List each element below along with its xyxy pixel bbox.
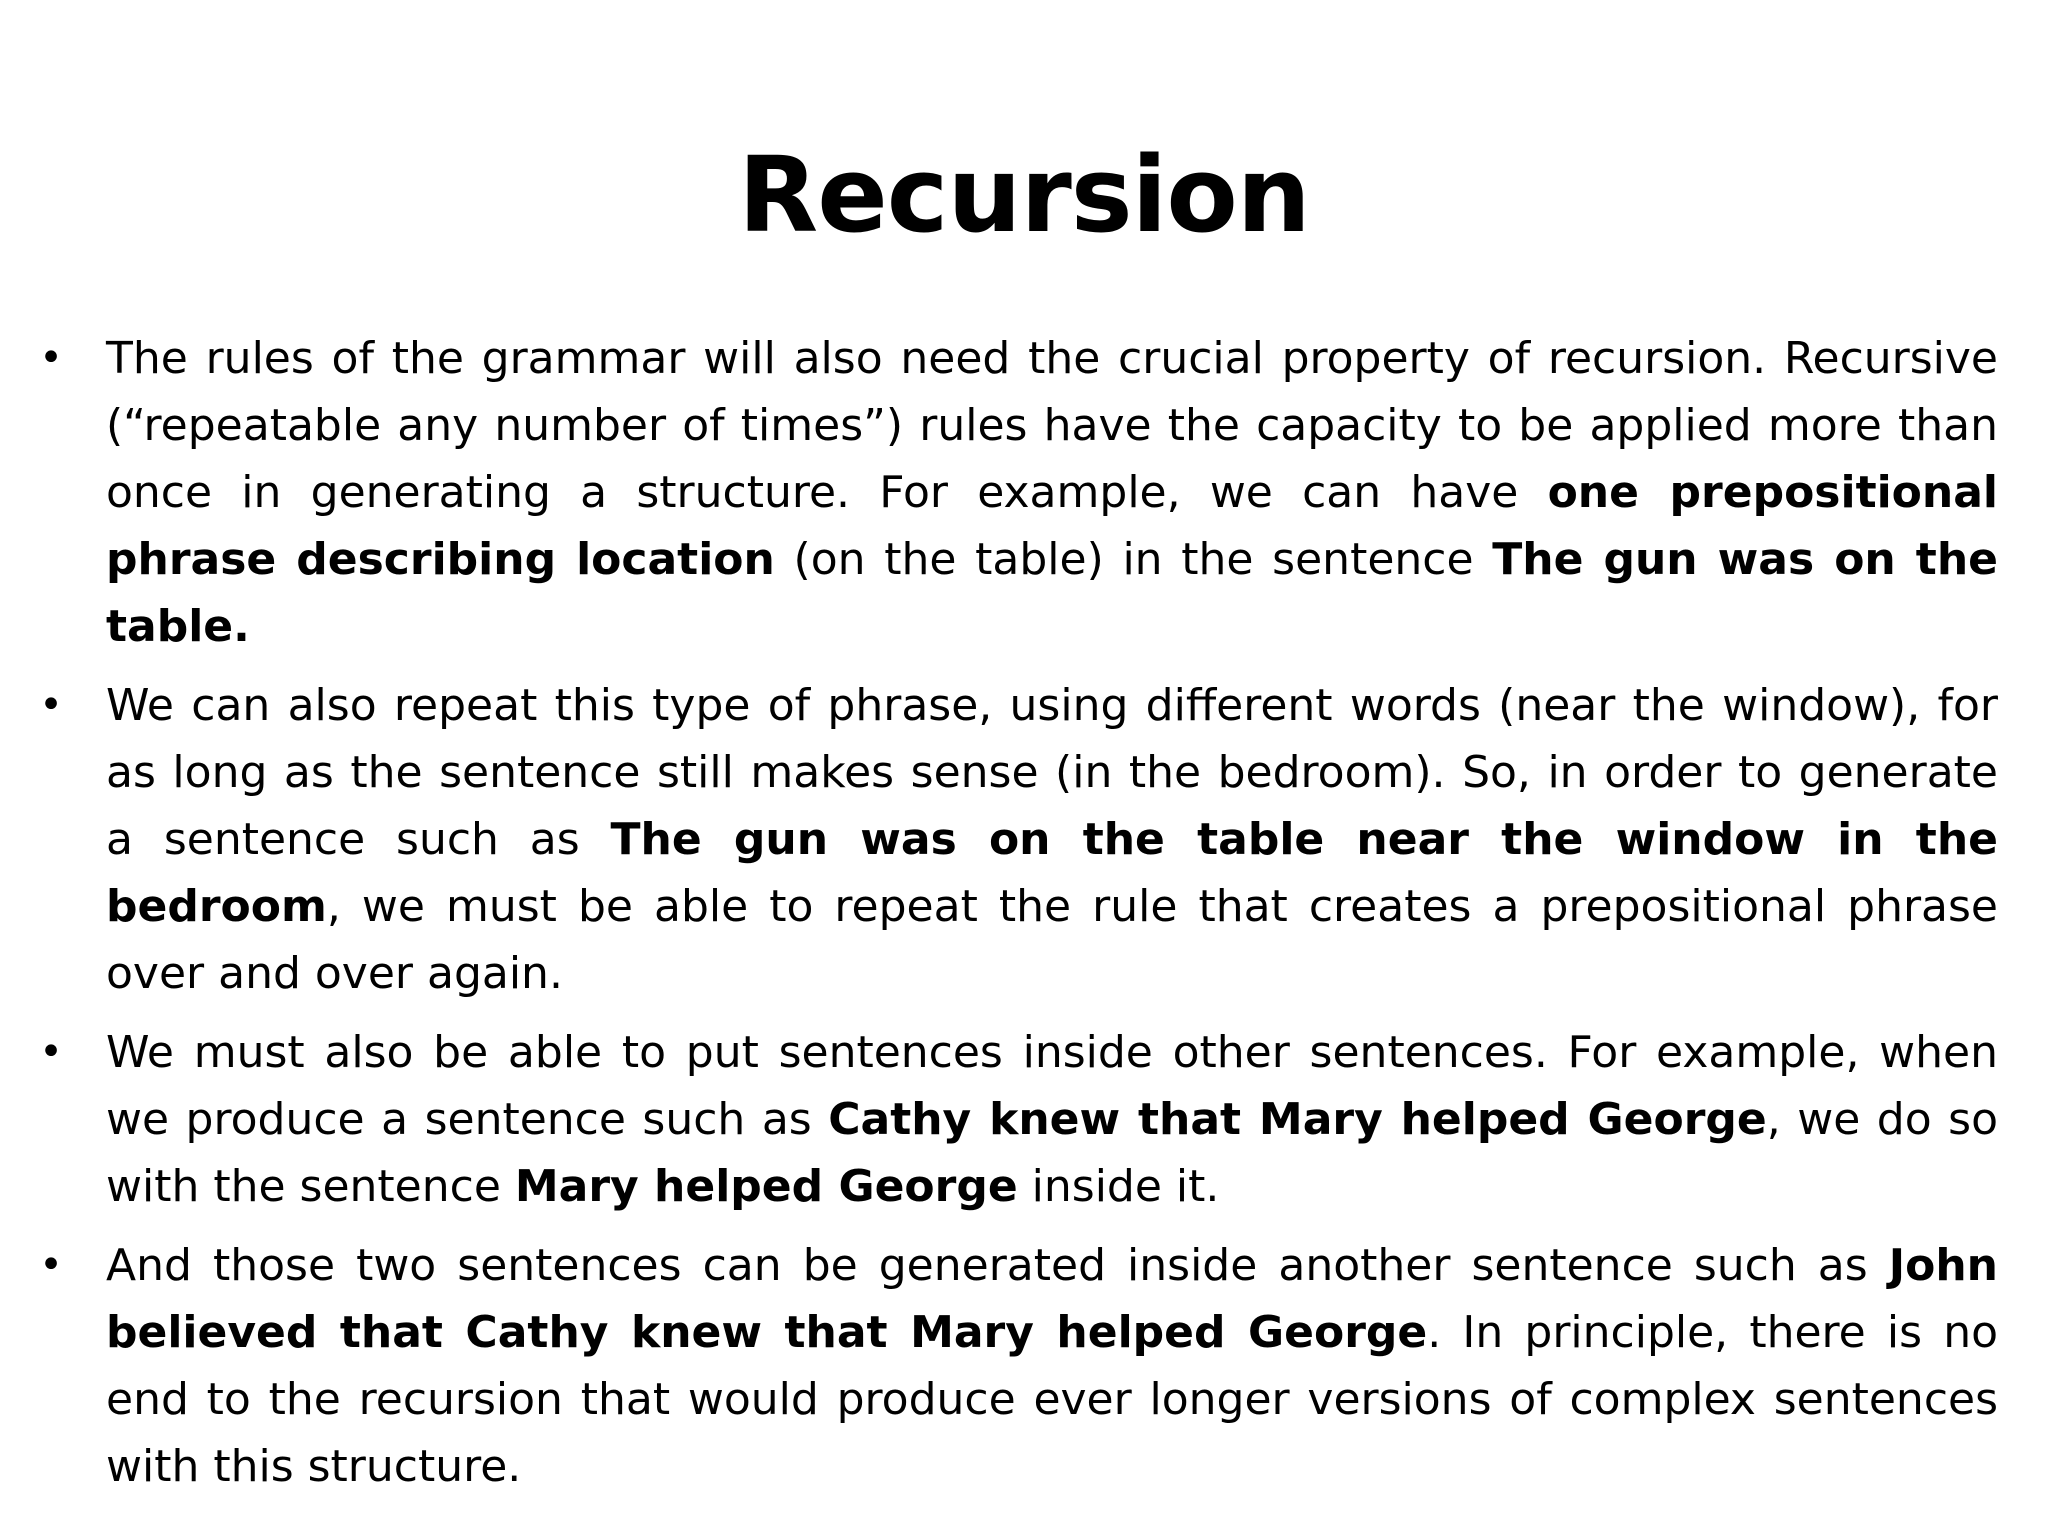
bullet-list [36,325,1998,1512]
bullet-dot-icon: • [39,682,63,728]
text-run: And those two sentences can be generated inside another sentence such as [106,1240,1889,1291]
bold-text-run: Cathy knew that Mary helped George [828,1094,1767,1145]
bullet-dot-icon: • [39,335,63,381]
text-run: , we must be able to repeat the rule that creates a prepositional phrase over and over again. [106,881,1998,999]
bold-text-run: Mary helped George [514,1161,1018,1212]
text-run: The rules of the grammar will also need the crucial property of recursion. Recursive (“repeatable any number of times”) rules have the capacity to be applied more than once in generating a structure. For example, we can have [106,333,1998,518]
bold-text-run: The gun was on the table near the window in the bedroom [106,814,1998,932]
bullet-text [106,680,1998,999]
bold-text-run: John believed that Cathy knew that Mary helped George [106,1240,1998,1358]
bullet-dot-icon: • [39,1242,63,1288]
bullet-item [36,1232,1998,1500]
bullet-item [36,1019,1998,1220]
text-run: We must also be able to put sentences inside other sentences. For example, when we produce a sentence such as [106,1027,1998,1145]
bullet-item [36,325,1998,660]
bullet-dot-icon: • [39,1029,63,1075]
bold-text-run: one prepositional phrase describing location [106,467,1999,585]
bullet-item [36,672,1998,1007]
text-run: . In principle, there is no end to the recursion that would produce ever longer versions of complex sentences with this structure. [106,1307,1998,1492]
slide-title: Recursion [738,134,1310,256]
bullet-text [106,333,1998,652]
text-run: We can also repeat this type of phrase, using different words (near the window), for as long as the sentence still makes sense (in the bedroom). So, in order to generate a sentence such as [106,680,1998,865]
text-run: inside it. [1017,1161,1220,1212]
text-run: (on the table) in the sentence [774,534,1493,585]
text-run: , we do so with the sentence [106,1094,1998,1212]
bold-text-run: The gun was on the table. [106,534,1998,652]
bullet-text [106,1027,1998,1212]
bullet-text [106,1240,1998,1492]
